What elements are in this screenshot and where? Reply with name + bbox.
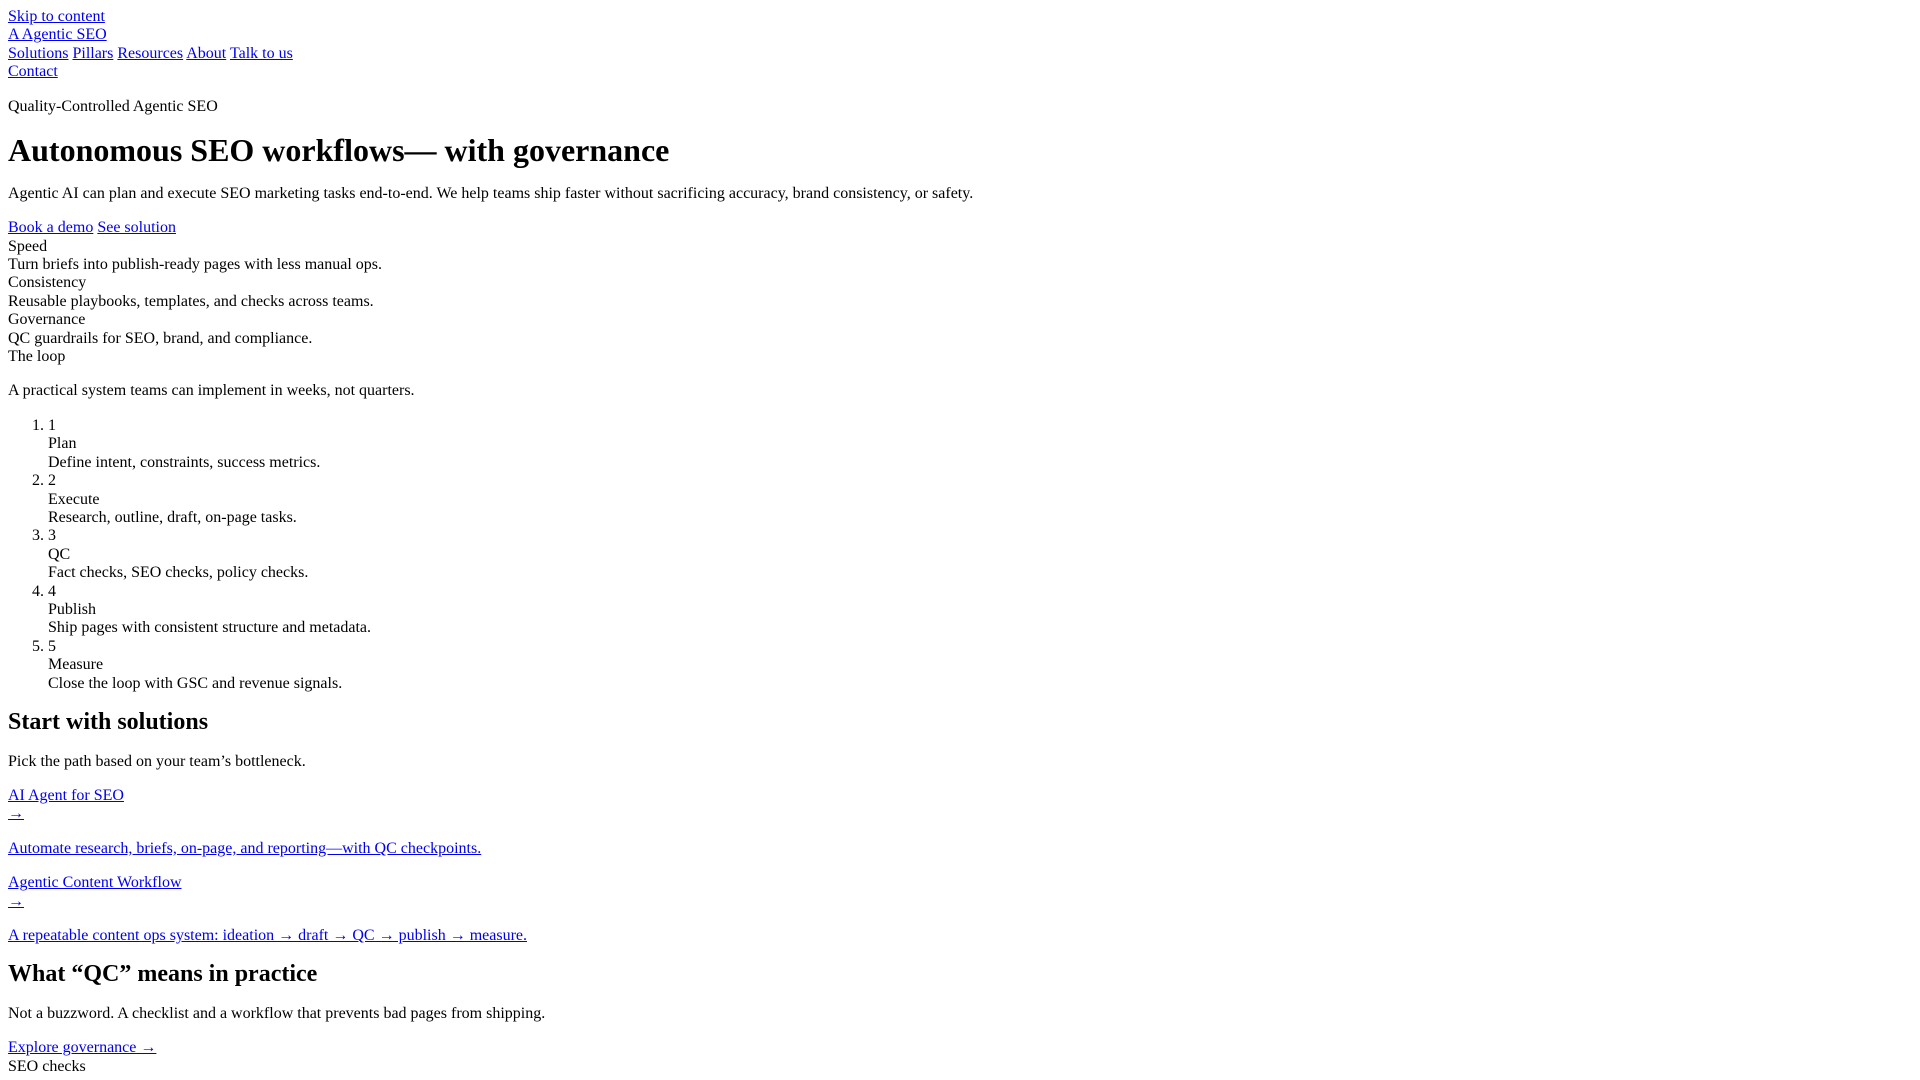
nav-link-pillars[interactable]: Pillars [72, 44, 114, 62]
step-number: 1. 1 [48, 416, 56, 434]
main-nav [8, 45, 1912, 63]
value-prop-description: Turn briefs into publish-ready pages with less manual ops. [8, 256, 383, 274]
loop-step [48, 527, 1912, 582]
solutions-intro: Pick the path based on your team’s bottleneck. [8, 752, 306, 770]
skip-to-content-link[interactable]: Skip to content [8, 8, 105, 25]
solution-description-row [8, 927, 1912, 945]
solution-title-row [8, 787, 1912, 805]
step-title: QC [48, 545, 71, 563]
value-prop-description: QC guardrails for SEO, brand, and compliance. [8, 329, 313, 347]
nav-link-about[interactable]: About [186, 44, 227, 62]
loop-steps-list [8, 417, 1912, 693]
value-prop-title: Governance [8, 311, 86, 329]
qc-title: What “QC” means in practice [8, 961, 318, 988]
step-description: Research, outline, draft, on-page tasks. [48, 508, 297, 526]
step-number: 4. 4 [48, 582, 56, 600]
step-description: Fact checks, SEO checks, policy checks. [48, 564, 309, 582]
brand-link[interactable]: A Agentic SEO [8, 26, 107, 44]
loop-step [48, 583, 1912, 638]
step-title: Measure [48, 656, 104, 674]
brand-row [8, 26, 1912, 44]
nav-link-solutions[interactable]: Solutions [8, 44, 69, 62]
arrow-right-icon[interactable]: → [8, 805, 24, 823]
arrow-right-icon[interactable]: → [8, 892, 24, 910]
loop-step [48, 638, 1912, 693]
explore-governance-row [8, 1039, 1912, 1057]
step-description: Ship pages with consistent structure and metadata. [48, 619, 372, 637]
nav-link-talk-to-us[interactable]: Talk to us [229, 44, 293, 62]
solution-description-row [8, 840, 1912, 858]
hero-description: Agentic AI can plan and execute SEO marketing tasks end-to-end. We help teams ship faster without sacrificing accuracy, brand consistency, or safety. [8, 184, 974, 202]
solution-card [8, 787, 1912, 824]
see-solution-link[interactable]: See solution [97, 219, 176, 237]
loop-step [48, 472, 1912, 527]
nav-link-resources[interactable]: Resources [117, 44, 184, 62]
loop-section-label: The loop [8, 348, 66, 366]
top-bar [8, 8, 1912, 82]
solution-link-agentic-content-workflow[interactable]: Agentic Content Workflow [8, 874, 182, 892]
solution-description-link-content-workflow[interactable]: A repeatable content ops system: ideation → draft → QC → publish → measure. [8, 927, 527, 945]
step-title: Execute [48, 490, 100, 508]
explore-governance-link[interactable]: Explore governance → [8, 1039, 157, 1057]
contact-link[interactable]: Contact [8, 63, 58, 81]
value-prop-title: Consistency [8, 274, 87, 292]
solution-arrow-row [8, 893, 1912, 911]
seo-checks-label: SEO checks [8, 1057, 86, 1075]
solution-card [8, 874, 1912, 911]
step-description: Define intent, constraints, success metrics. [48, 453, 321, 471]
hero-eyebrow: Quality-Controlled Agentic SEO [8, 97, 218, 115]
book-a-demo-link[interactable]: Book a demo [8, 219, 94, 237]
solution-arrow-row [8, 805, 1912, 823]
hero-ctas [8, 219, 1912, 237]
step-number: 2. 2 [48, 472, 56, 490]
value-prop-description: Reusable playbooks, templates, and checks across teams. [8, 292, 374, 310]
value-prop-title: Speed [8, 237, 48, 255]
step-title: Plan [48, 435, 77, 453]
step-title: Publish [48, 600, 97, 618]
loop-step [48, 417, 1912, 472]
skip-link-row [8, 8, 1912, 26]
page [8, 8, 1912, 1076]
contact-row [8, 63, 1912, 81]
hero-lower [8, 219, 1912, 366]
qc-footer [8, 1039, 1912, 1076]
solution-link-ai-agent-for-seo[interactable]: AI Agent for SEO [8, 786, 124, 804]
loop-intro: A practical system teams can implement in weeks, not quarters. [8, 382, 415, 400]
step-number: 5. 5 [48, 637, 56, 655]
solution-title-row [8, 874, 1912, 892]
hero-title: Autonomous SEO workflows— with governance [8, 132, 670, 169]
step-number: 3. 3 [48, 527, 56, 545]
step-description: Close the loop with GSC and revenue signals. [48, 674, 343, 692]
solutions-title: Start with solutions [8, 708, 209, 735]
solution-description-link-ai-agent[interactable]: Automate research, briefs, on-page, and reporting—with QC checkpoints. [8, 839, 482, 857]
qc-description: Not a buzzword. A checklist and a workflow that prevents bad pages from shipping. [8, 1005, 546, 1023]
